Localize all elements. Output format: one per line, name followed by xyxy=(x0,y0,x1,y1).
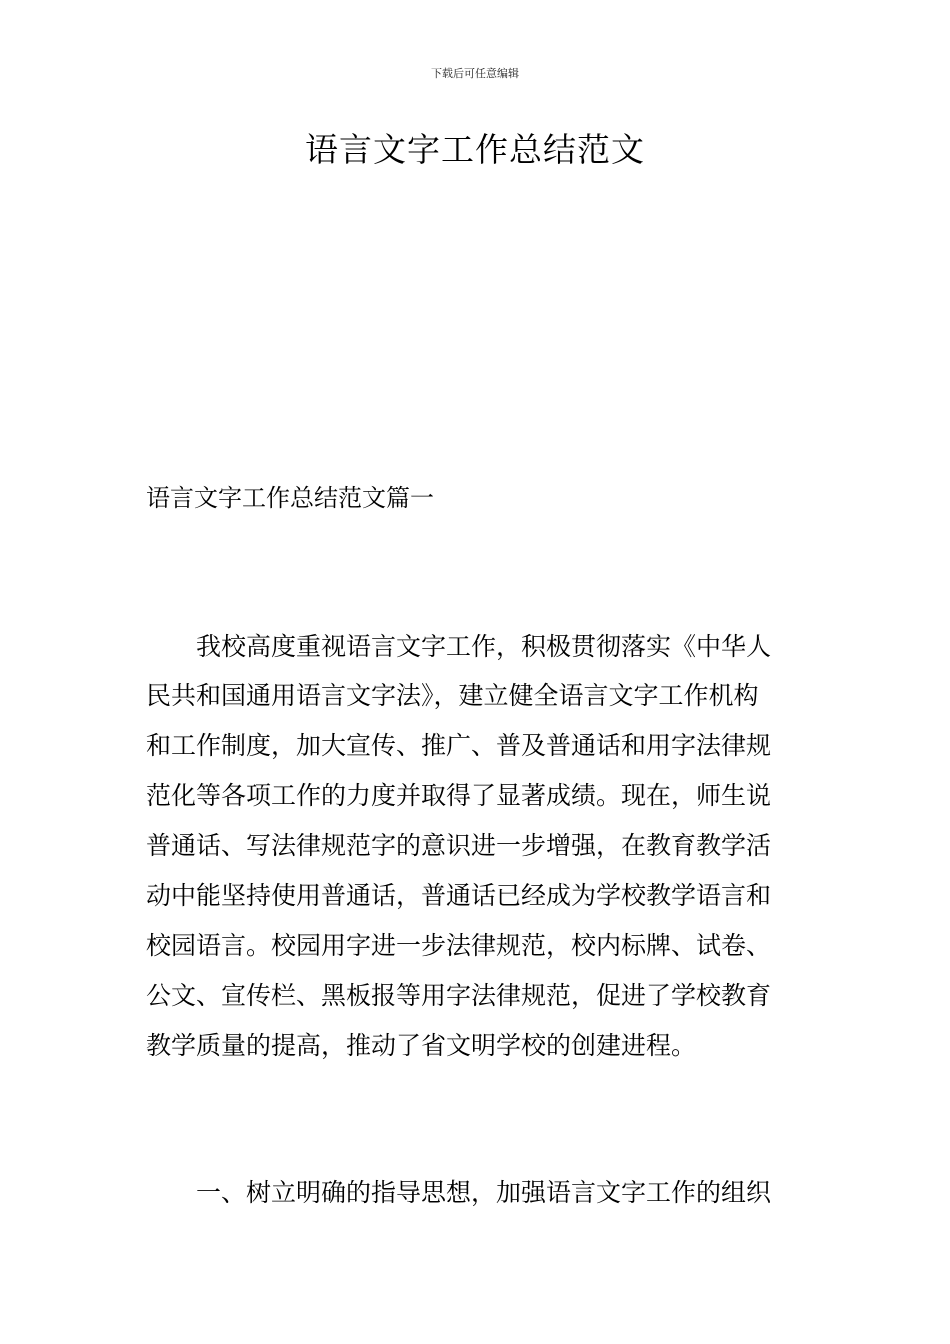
paragraph-line: 一、树立明确的指导思想，加强语言文字工作的组织 xyxy=(196,1178,772,1207)
paragraph-line: 公文、宣传栏、黑板报等用字法律规范，促进了学校教育 xyxy=(146,981,772,1010)
paragraph-line: 教学质量的提高，推动了省文明学校的创建进程。 xyxy=(146,1031,697,1060)
paragraph-line: 民共和国通用语言文字法》，建立健全语言文字工作机构 xyxy=(146,681,759,710)
header-note: 下载后可任意编辑 xyxy=(431,67,519,80)
paragraph-line: 和工作制度，加大宣传、推广、普及普通话和用字法律规 xyxy=(146,731,772,760)
paragraph-line: 普通话、写法律规范字的意识进一步增强，在教育教学活 xyxy=(146,831,772,860)
document-title: 语言文字工作总结范文 xyxy=(305,130,645,169)
paragraph-line: 范化等各项工作的力度并取得了显著成绩。现在，师生说 xyxy=(146,781,772,810)
paragraph-line: 我校高度重视语言文字工作，积极贯彻落实《中华人 xyxy=(196,632,772,661)
paragraph-line: 动中能坚持使用普通话，普通话已经成为学校教学语言和 xyxy=(146,881,772,910)
section-heading: 语言文字工作总结范文篇一 xyxy=(146,484,434,512)
paragraph-line: 校园语言。校园用字进一步法律规范，校内标牌、试卷、 xyxy=(146,931,772,960)
